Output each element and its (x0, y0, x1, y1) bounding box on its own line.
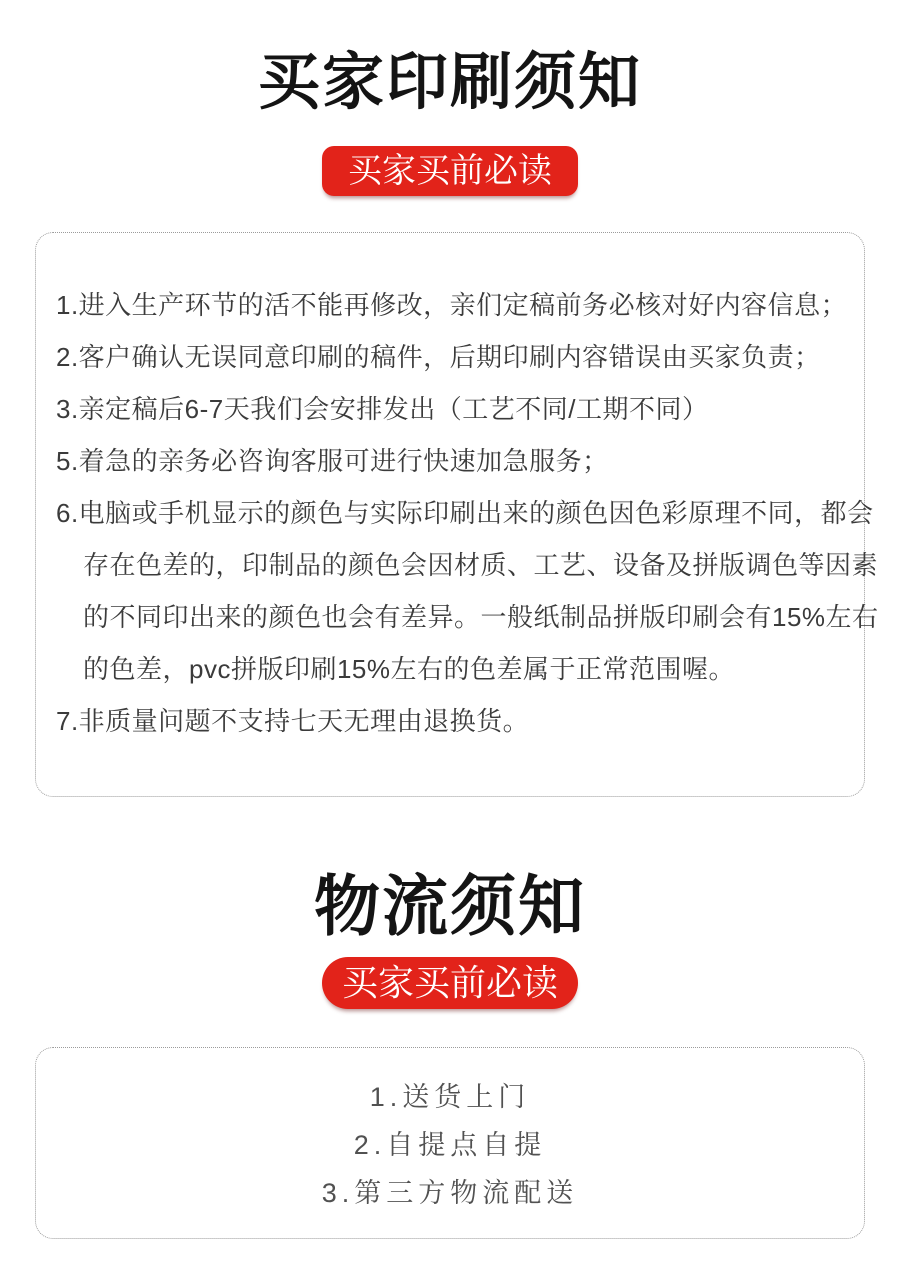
printing-notice-line: 的色差，pvc拼版印刷15%左右的色差属于正常范围喔。 (83, 654, 735, 684)
logistics-option: 3.第三方物流配送 (321, 1178, 579, 1208)
logistics-notice-title: 物流须知 (314, 869, 586, 943)
logistics-notice-box (35, 1047, 865, 1239)
printing-notice-line: 3.亲定稿后6-7天我们会安排发出（工艺不同/工期不同） (56, 394, 709, 424)
printing-notice-box (35, 232, 879, 797)
logistics-option: 2.自提点自提 (353, 1130, 547, 1160)
printing-notice-line: 2.客户确认无误同意印刷的稿件，后期印刷内容错误由买家负责； (56, 342, 821, 372)
printing-notice-line: 7.非质量问题不支持七天无理由退换货。 (56, 706, 530, 736)
printing-notice-title: 买家印刷须知 (257, 48, 642, 117)
printing-must-read-badge: 买家买前必读 (322, 146, 578, 196)
logistics-must-read-badge: 买家买前必读 (322, 957, 578, 1009)
printing-notice-line: 存在色差的，印制品的颜色会因材质、工艺、设备及拼版调色等因素 (83, 550, 879, 580)
logistics-option: 1.送货上门 (369, 1082, 531, 1112)
printing-notice-line: 的不同印出来的颜色也会有差异。一般纸制品拼版印刷会有15%左右 (83, 602, 879, 632)
printing-notice-line: 6.电脑或手机显示的颜色与实际印刷出来的颜色因色彩原理不同，都会 (56, 498, 874, 528)
printing-notice-line: 1.进入生产环节的活不能再修改，亲们定稿前务必核对好内容信息； (56, 290, 848, 320)
printing-notice-line: 5.着急的亲务必咨询客服可进行快速加急服务； (56, 446, 609, 476)
